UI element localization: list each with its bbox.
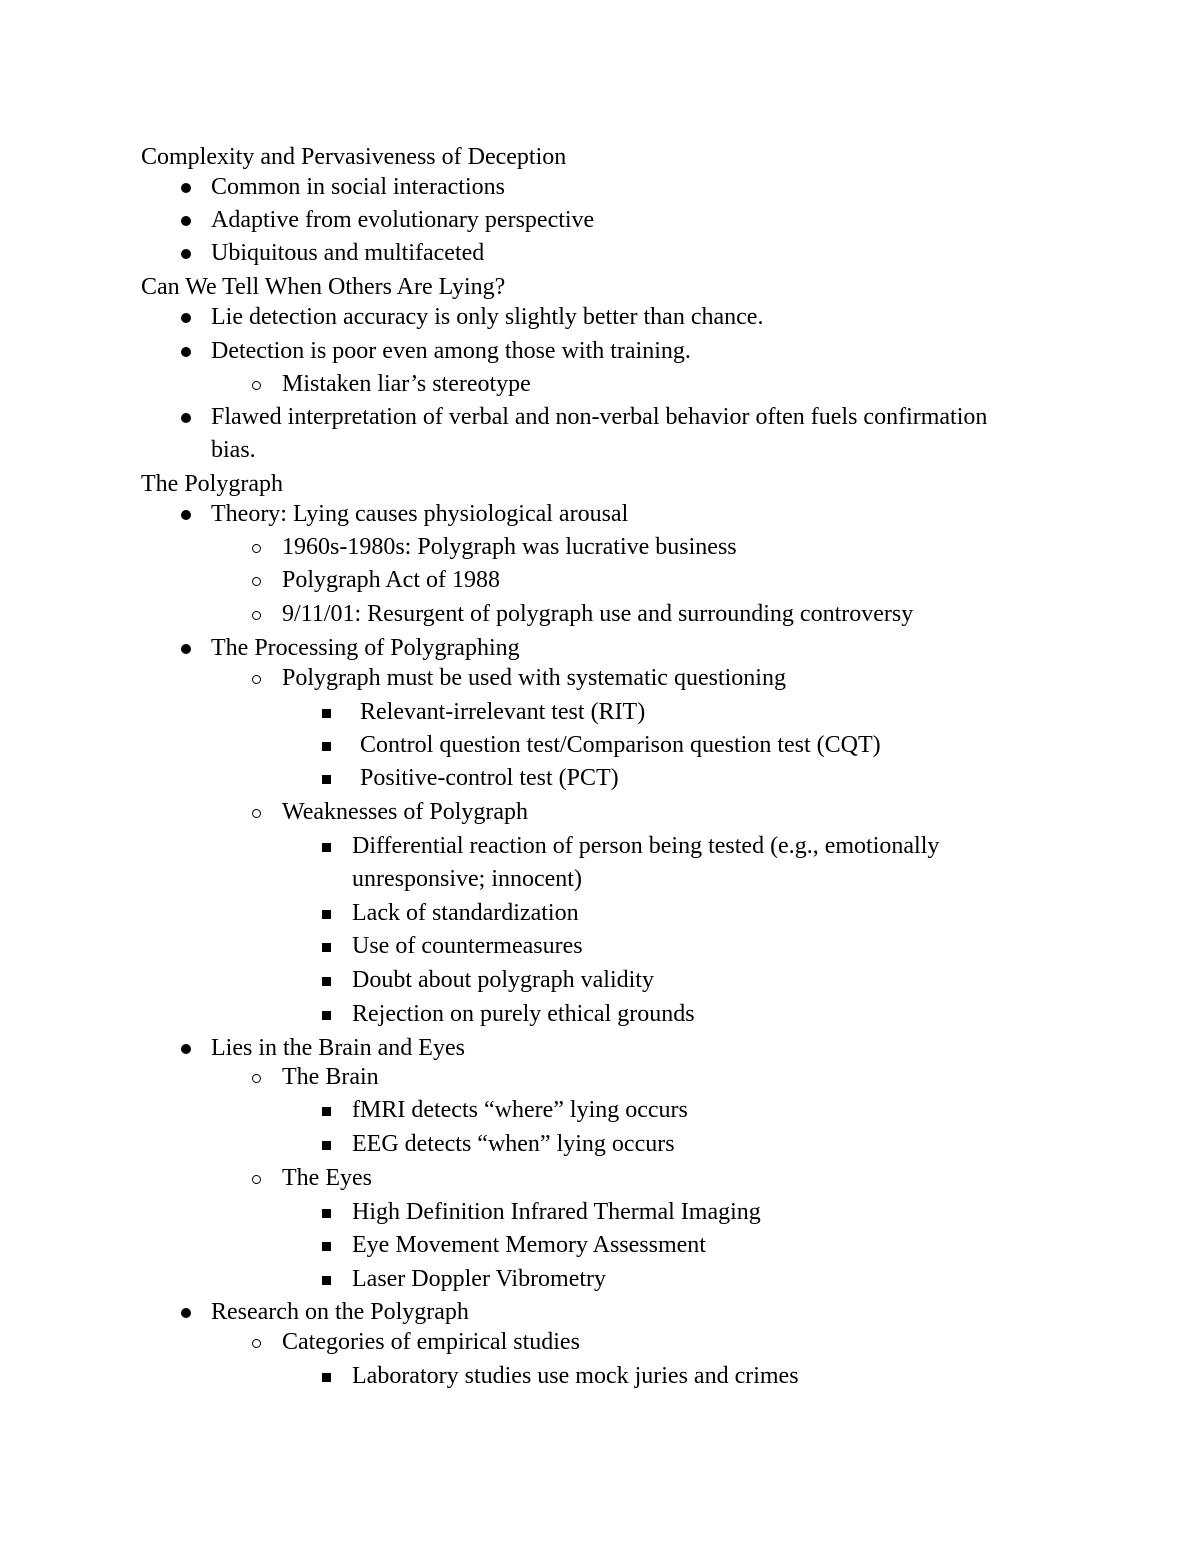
list-item: Weaknesses of Polygraph bbox=[282, 799, 529, 825]
disc-bullet-icon bbox=[176, 301, 196, 334]
square-bullet-icon bbox=[316, 830, 336, 863]
circle-bullet-icon bbox=[246, 1061, 266, 1094]
square-bullet-icon bbox=[316, 762, 336, 795]
list-item: EEG detects “when” lying occurs bbox=[352, 1131, 675, 1157]
square-bullet-icon bbox=[316, 696, 336, 729]
list-item: Mistaken liar’s stereotype bbox=[282, 371, 531, 397]
circle-bullet-icon bbox=[246, 531, 266, 564]
list-item: The Brain bbox=[282, 1064, 379, 1090]
list-item: fMRI detects “where” lying occurs bbox=[352, 1097, 688, 1123]
list-item: Lie detection accuracy is only slightly better than chance. bbox=[211, 304, 764, 330]
list-item: Differential reaction of person being tested (e.g., emotionally bbox=[352, 833, 940, 859]
square-bullet-icon bbox=[316, 998, 336, 1031]
circle-bullet-icon bbox=[246, 598, 266, 631]
square-bullet-icon bbox=[316, 1196, 336, 1229]
list-item: Laser Doppler Vibrometry bbox=[352, 1266, 607, 1292]
disc-bullet-icon bbox=[176, 632, 196, 665]
disc-bullet-icon bbox=[176, 1032, 196, 1065]
disc-bullet-icon bbox=[176, 498, 196, 531]
list-item: The Eyes bbox=[282, 1165, 372, 1191]
list-item: Flawed interpretation of verbal and non-verbal behavior often fuels confirmation bbox=[211, 404, 988, 430]
list-item-continuation: unresponsive; innocent) bbox=[352, 866, 582, 892]
list-item: Categories of empirical studies bbox=[282, 1329, 580, 1355]
list-item: Polygraph Act of 1988 bbox=[282, 567, 500, 593]
square-bullet-icon bbox=[316, 1128, 336, 1161]
circle-bullet-icon bbox=[246, 564, 266, 597]
list-item-continuation: bias. bbox=[211, 437, 256, 463]
list-item: Relevant-irrelevant test (RIT) bbox=[360, 699, 646, 725]
list-item: Laboratory studies use mock juries and crimes bbox=[352, 1363, 799, 1389]
list-item: Polygraph must be used with systematic questioning bbox=[282, 665, 786, 691]
list-item: 9/11/01: Resurgent of polygraph use and surrounding controversy bbox=[282, 601, 914, 627]
disc-bullet-icon bbox=[176, 335, 196, 368]
disc-bullet-icon bbox=[176, 204, 196, 237]
square-bullet-icon bbox=[316, 964, 336, 997]
square-bullet-icon bbox=[316, 729, 336, 762]
disc-bullet-icon bbox=[176, 171, 196, 204]
circle-bullet-icon bbox=[246, 1162, 266, 1195]
list-item: Control question test/Comparison question test (CQT) bbox=[360, 732, 881, 758]
list-item: Adaptive from evolutionary perspective bbox=[211, 207, 595, 233]
square-bullet-icon bbox=[316, 1263, 336, 1296]
list-item: Doubt about polygraph validity bbox=[352, 967, 654, 993]
list-item: Positive-control test (PCT) bbox=[360, 765, 619, 791]
square-bullet-icon bbox=[316, 1229, 336, 1262]
list-item: Use of countermeasures bbox=[352, 933, 583, 959]
list-item: Rejection on purely ethical grounds bbox=[352, 1001, 695, 1027]
list-item: Theory: Lying causes physiological arousal bbox=[211, 501, 629, 527]
list-item: Eye Movement Memory Assessment bbox=[352, 1232, 706, 1258]
square-bullet-icon bbox=[316, 1094, 336, 1127]
square-bullet-icon bbox=[316, 897, 336, 930]
circle-bullet-icon bbox=[246, 796, 266, 829]
section-heading: Complexity and Pervasiveness of Deception bbox=[141, 144, 567, 170]
list-item: Common in social interactions bbox=[211, 174, 505, 200]
disc-bullet-icon bbox=[176, 401, 196, 434]
section-heading: Can We Tell When Others Are Lying? bbox=[141, 274, 506, 300]
circle-bullet-icon bbox=[246, 662, 266, 695]
circle-bullet-icon bbox=[246, 368, 266, 401]
list-item: Lack of standardization bbox=[352, 900, 579, 926]
disc-bullet-icon bbox=[176, 1296, 196, 1329]
section-heading: The Polygraph bbox=[141, 471, 283, 497]
list-item: Detection is poor even among those with training. bbox=[211, 338, 691, 364]
square-bullet-icon bbox=[316, 930, 336, 963]
circle-bullet-icon bbox=[246, 1326, 266, 1359]
list-item: Ubiquitous and multifaceted bbox=[211, 240, 485, 266]
square-bullet-icon bbox=[316, 1360, 336, 1393]
list-item: High Definition Infrared Thermal Imaging bbox=[352, 1199, 761, 1225]
disc-bullet-icon bbox=[176, 237, 196, 270]
list-item: Research on the Polygraph bbox=[211, 1299, 469, 1325]
list-item: 1960s-1980s: Polygraph was lucrative business bbox=[282, 534, 737, 560]
list-item: Lies in the Brain and Eyes bbox=[211, 1035, 465, 1061]
list-item: The Processing of Polygraphing bbox=[211, 635, 520, 661]
